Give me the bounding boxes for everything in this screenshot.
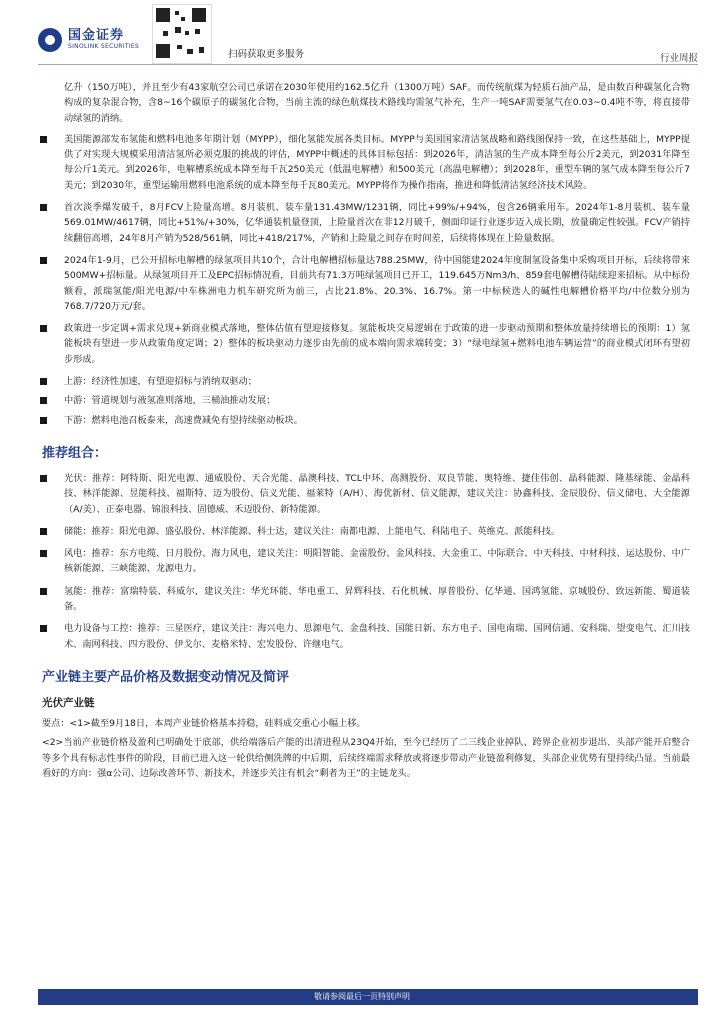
price-summary-paragraph: 要点：<1>截至9月18日，本周产业链价格基本持稳，硅料成交重心小幅上移。 xyxy=(42,717,366,729)
list-item xyxy=(64,374,690,389)
list-item-text: 光伏：推荐：阿特斯、阳光电源、通威股份、天合光能、晶澳科技、TCL中环、高测股份、双良节能、奥特维、捷佳伟创、晶科能源、隆基绿能、金晶科技、林洋能源、昱能科技、福斯特、迈为股份、信义光能、福莱特（A/H）、海优新材、信义能源，建议关注：协鑫科技、金辰股份、信义储电、大全能源（A/美）、正泰电器、锦浪科技、固德威、禾迈股份、新特能源。 xyxy=(64,472,690,515)
list-item xyxy=(64,321,690,367)
list-item xyxy=(64,621,690,652)
list-item xyxy=(64,584,690,615)
company-logo xyxy=(38,28,139,52)
bullet-square-icon xyxy=(40,588,47,595)
bullet-square-icon xyxy=(40,528,47,535)
list-item xyxy=(64,393,690,408)
bullet-square-icon xyxy=(40,257,47,264)
list-item-text: 首次淡季爆发破千，8月FCV上险量高增。8月装机、装车量131.43MW/1231辆，同比+99%/+94%，包含26辆乘用车。2024年1-8月装机、装车量569.01MW/4617辆，同比+51%/+30%，亿华通装机量登顶，上险量首次在非12月破千，侧面印证行业逐步迈入成长期，放量确定性较强。FCV产销持续翻倍高增，24年8月产销为528/561辆，同比+418/217%，产销和上险量之间存在时间差，后续将体现在上险量数据。 xyxy=(64,202,690,244)
footer-disclaimer: 敬请参阅最后一页特别声明 xyxy=(314,992,410,1001)
list-item-text: 2024年1-9月，已公开招标电解槽的绿氢项目共10个，合计电解槽招标量达788.25MW，待中国能建2024年度制氢设备集中采购项目开标，后续将带来500MW+招标量。从绿氢项目开工及EPC招标情况看，目前共有71.3万吨绿氢项目已开工，119.645万Nm3/h、859套电解槽待陆续迎来招标。从中标份额看，派瑞氢能/阳光电源/中车株洲电力机车研究所为前三，占比21.8%、20.3%、16.7%。第一中标候选人的碱性电解槽价格平均/中位数分别为768.7/720万元/套。 xyxy=(64,254,690,312)
list-item-text: 氢能：推荐：富瑞特装、科威尔，建议关注：华光环能、华电重工、昇辉科技、石化机械、厚普股份、亿华通、国鸿氢能、京城股份、致远新能、蜀道装备。 xyxy=(64,585,690,613)
logo-name-cn: 国金证券 xyxy=(68,28,125,43)
list-item xyxy=(64,132,690,193)
list-item-text: 下游：燃料电池召板泰来，高速费减免有望持续驱动板块。 xyxy=(64,414,303,426)
list-item xyxy=(64,546,690,577)
header-divider xyxy=(38,64,698,65)
qr-caption: 扫码获取更多服务 xyxy=(228,49,305,60)
logo-name-en: SINOLINK SECURITIES xyxy=(68,43,140,50)
bullet-square-icon xyxy=(40,325,47,332)
list-item-text: 上游：经济性加速，有望迎招标与消纳双驱动； xyxy=(64,376,257,388)
list-item xyxy=(64,253,690,314)
bullet-square-icon xyxy=(40,475,47,482)
list-item xyxy=(64,471,690,517)
list-item xyxy=(64,413,690,428)
bullet-square-icon xyxy=(40,136,47,143)
bullet-square-icon xyxy=(40,550,47,557)
qr-code-icon[interactable] xyxy=(152,4,212,64)
bullet-square-icon xyxy=(40,397,47,404)
list-item-text: 中游：管道规划与液氢准则落地，三桶油推动发展； xyxy=(64,395,276,407)
list-item xyxy=(64,524,690,539)
report-category: 行业周报 xyxy=(659,53,698,64)
list-item-text: 政策进一步定调+需求兑现+新商业模式落地，整体估值有望迎接修复。氢能板块交易逻辑在于政策的进一步驱动预期和整体放量持续增长的预期：1）氢能板块有望进一步从政策角度定调；2）整体的板块驱动力逐步由先前的成本端向需求端转变；3）“绿电绿氢+燃料电池车辆运营”的商业模式闭环有望初步形成。 xyxy=(64,323,690,365)
logo-mark-icon xyxy=(38,28,62,52)
list-item xyxy=(64,200,690,246)
list-item-text: 美国能源部发布氢能和燃料电池多年期计划（MYPP），细化氢能发展各类目标。MYPP与美国国家清洁氢战略和路线图保持一致，在这些基础上，MYPP提供了对实现大规模采用清洁氢所必须克服的挑战的评估，MYPP中概述的具体目标包括：到2026年，清洁氢的生产成本降至每公斤2美元，到2031年降至每公斤1美元。到2026年，电解槽系统成本降至每千瓦250美元（低温电解槽）和500美元（高温电解槽）；到2028年，重型车辆的氢气成本降至每公斤7美元；到2030年，重型运输用燃料电池系统的成本降至每千瓦80美元。MYPP将作为操作指南，推进和降低清洁氢经济技术风险。 xyxy=(64,133,690,191)
bullet-square-icon xyxy=(40,417,47,424)
price-section-title: 产业链主要产品价格及数据变动情况及简评 xyxy=(42,669,290,685)
intro-paragraph: 亿升（150万吨），并且至少有43家航空公司已承诺在2030年使用约162.5亿升（1300万吨）SAF。而传统航煤为轻质石油产品，是由数百种碳氢化合物构成的复杂混合物，含8~16个碳原子的碳氢化合物，当前主流的绿色航煤技术路线均需氢气补充，生产一吨SAF需要氢气在0.03~0.4吨不等，将直接带动绿氢的消纳。 xyxy=(64,82,690,124)
page-header xyxy=(0,0,724,72)
main-content xyxy=(42,80,690,785)
bullet-square-icon xyxy=(40,204,47,211)
price-analysis-paragraph: <2>当前产业链价格及盈利已明确处于底部，供给端落后产能的出清进程从23Q4开始，至今已经历了二三线企业掉队、跨界企业初步退出、头部产能开启整合等多个具有标志性事件的阶段，目前已进入这一轮供给侧洗牌的中后期，后续终端需求释放或将逐步带动产业链盈利修复，头部企业优势有望持续凸显。当前最看好的方向：强α公司、边际改善环节、新技术，并逐步关注有机会“剩者为王”的主链龙头。 xyxy=(42,737,690,779)
bullet-square-icon xyxy=(40,625,47,632)
list-item-text: 电力设备与工控：推荐：三星医疗，建议关注：海兴电力、思源电气、金盘科技、国能日新、东方电子、国电南瑞、国网信通、安科瑞、望变电气、汇川技术、南网科技、四方股份、伊戈尔、麦格米特、宏发股份、许继电气。 xyxy=(64,623,690,650)
bullet-square-icon xyxy=(40,378,47,385)
page-number: 5 xyxy=(699,990,706,1003)
list-item-text: 储能：推荐：阳光电源、盛弘股份、林洋能源、科士达，建议关注：南都电源、上能电气、科陆电子、英维克、派能科技。 xyxy=(64,525,561,537)
list-item-text: 风电：推荐：东方电缆、日月股份、海力风电，建议关注：明阳智能、金雷股份、金风科技、大金重工、中际联合、中天科技、中材科技、运达股份、中广核新能源、三峡能源、龙源电力。 xyxy=(64,548,690,575)
recommend-title: 推荐组合： xyxy=(42,445,108,461)
pv-chain-title: 光伏产业链 xyxy=(42,696,95,709)
